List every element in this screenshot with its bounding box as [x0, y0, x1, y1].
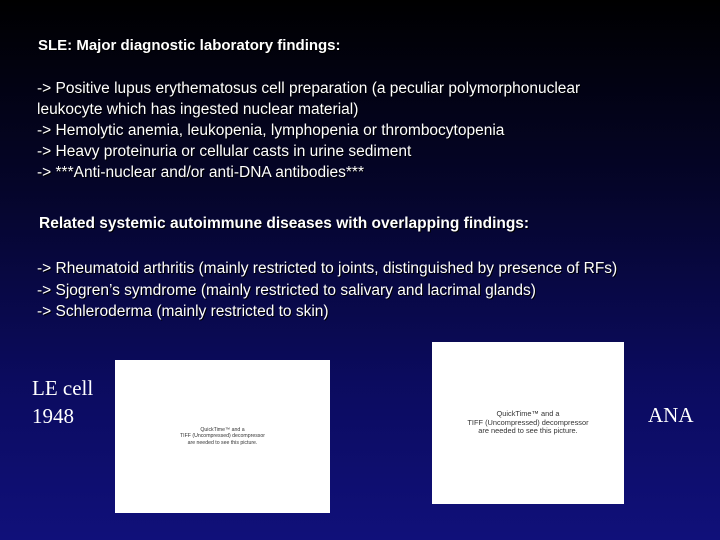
list-item: -> Heavy proteinuria or cellular casts in urine sediment: [37, 143, 412, 160]
placeholder-text: [467, 410, 588, 436]
section1-list: [37, 78, 717, 183]
list-item: -> Rheumatoid arthritis (mainly restricted to joints, distinguished by presence of RFs): [37, 260, 618, 277]
section1-title: SLE: Major diagnostic laboratory findings:: [38, 37, 341, 54]
placeholder-line: QuickTime™ and a: [496, 409, 560, 419]
ana-image-placeholder: [432, 342, 624, 504]
le-cell-image-placeholder: [115, 360, 330, 513]
section2-list: [37, 258, 720, 323]
le-cell-caption: [32, 374, 93, 430]
placeholder-line: TIFF (Uncompressed) decompressor: [179, 433, 266, 440]
placeholder-line: are needed to see this picture.: [187, 439, 258, 446]
list-item: leukocyte which has ingested nuclear material): [37, 101, 359, 118]
caption-line: 1948: [32, 404, 74, 428]
list-item: -> Sjogren’s symdrome (mainly restricted to salivary and lacrimal glands): [37, 281, 536, 299]
caption-line: LE cell: [32, 376, 94, 400]
placeholder-line: QuickTime™ and a: [200, 427, 245, 434]
ana-caption: ANA: [648, 403, 694, 427]
placeholder-text: [180, 427, 265, 446]
list-item: -> Positive lupus erythematosus cell preparation (a peculiar polymorphonuclear: [37, 80, 581, 97]
placeholder-line: TIFF (Uncompressed) decompressor: [467, 417, 589, 427]
list-item: -> Hemolytic anemia, leukopenia, lymphopenia or thrombocytopenia: [37, 122, 505, 139]
list-item: -> ***Anti-nuclear and/or anti-DNA antibodies***: [37, 164, 364, 181]
section2-title: Related systemic autoimmune diseases with overlapping findings:: [39, 215, 530, 232]
placeholder-line: are needed to see this picture.: [478, 426, 578, 436]
list-item: -> Schleroderma (mainly restricted to skin): [37, 303, 329, 320]
